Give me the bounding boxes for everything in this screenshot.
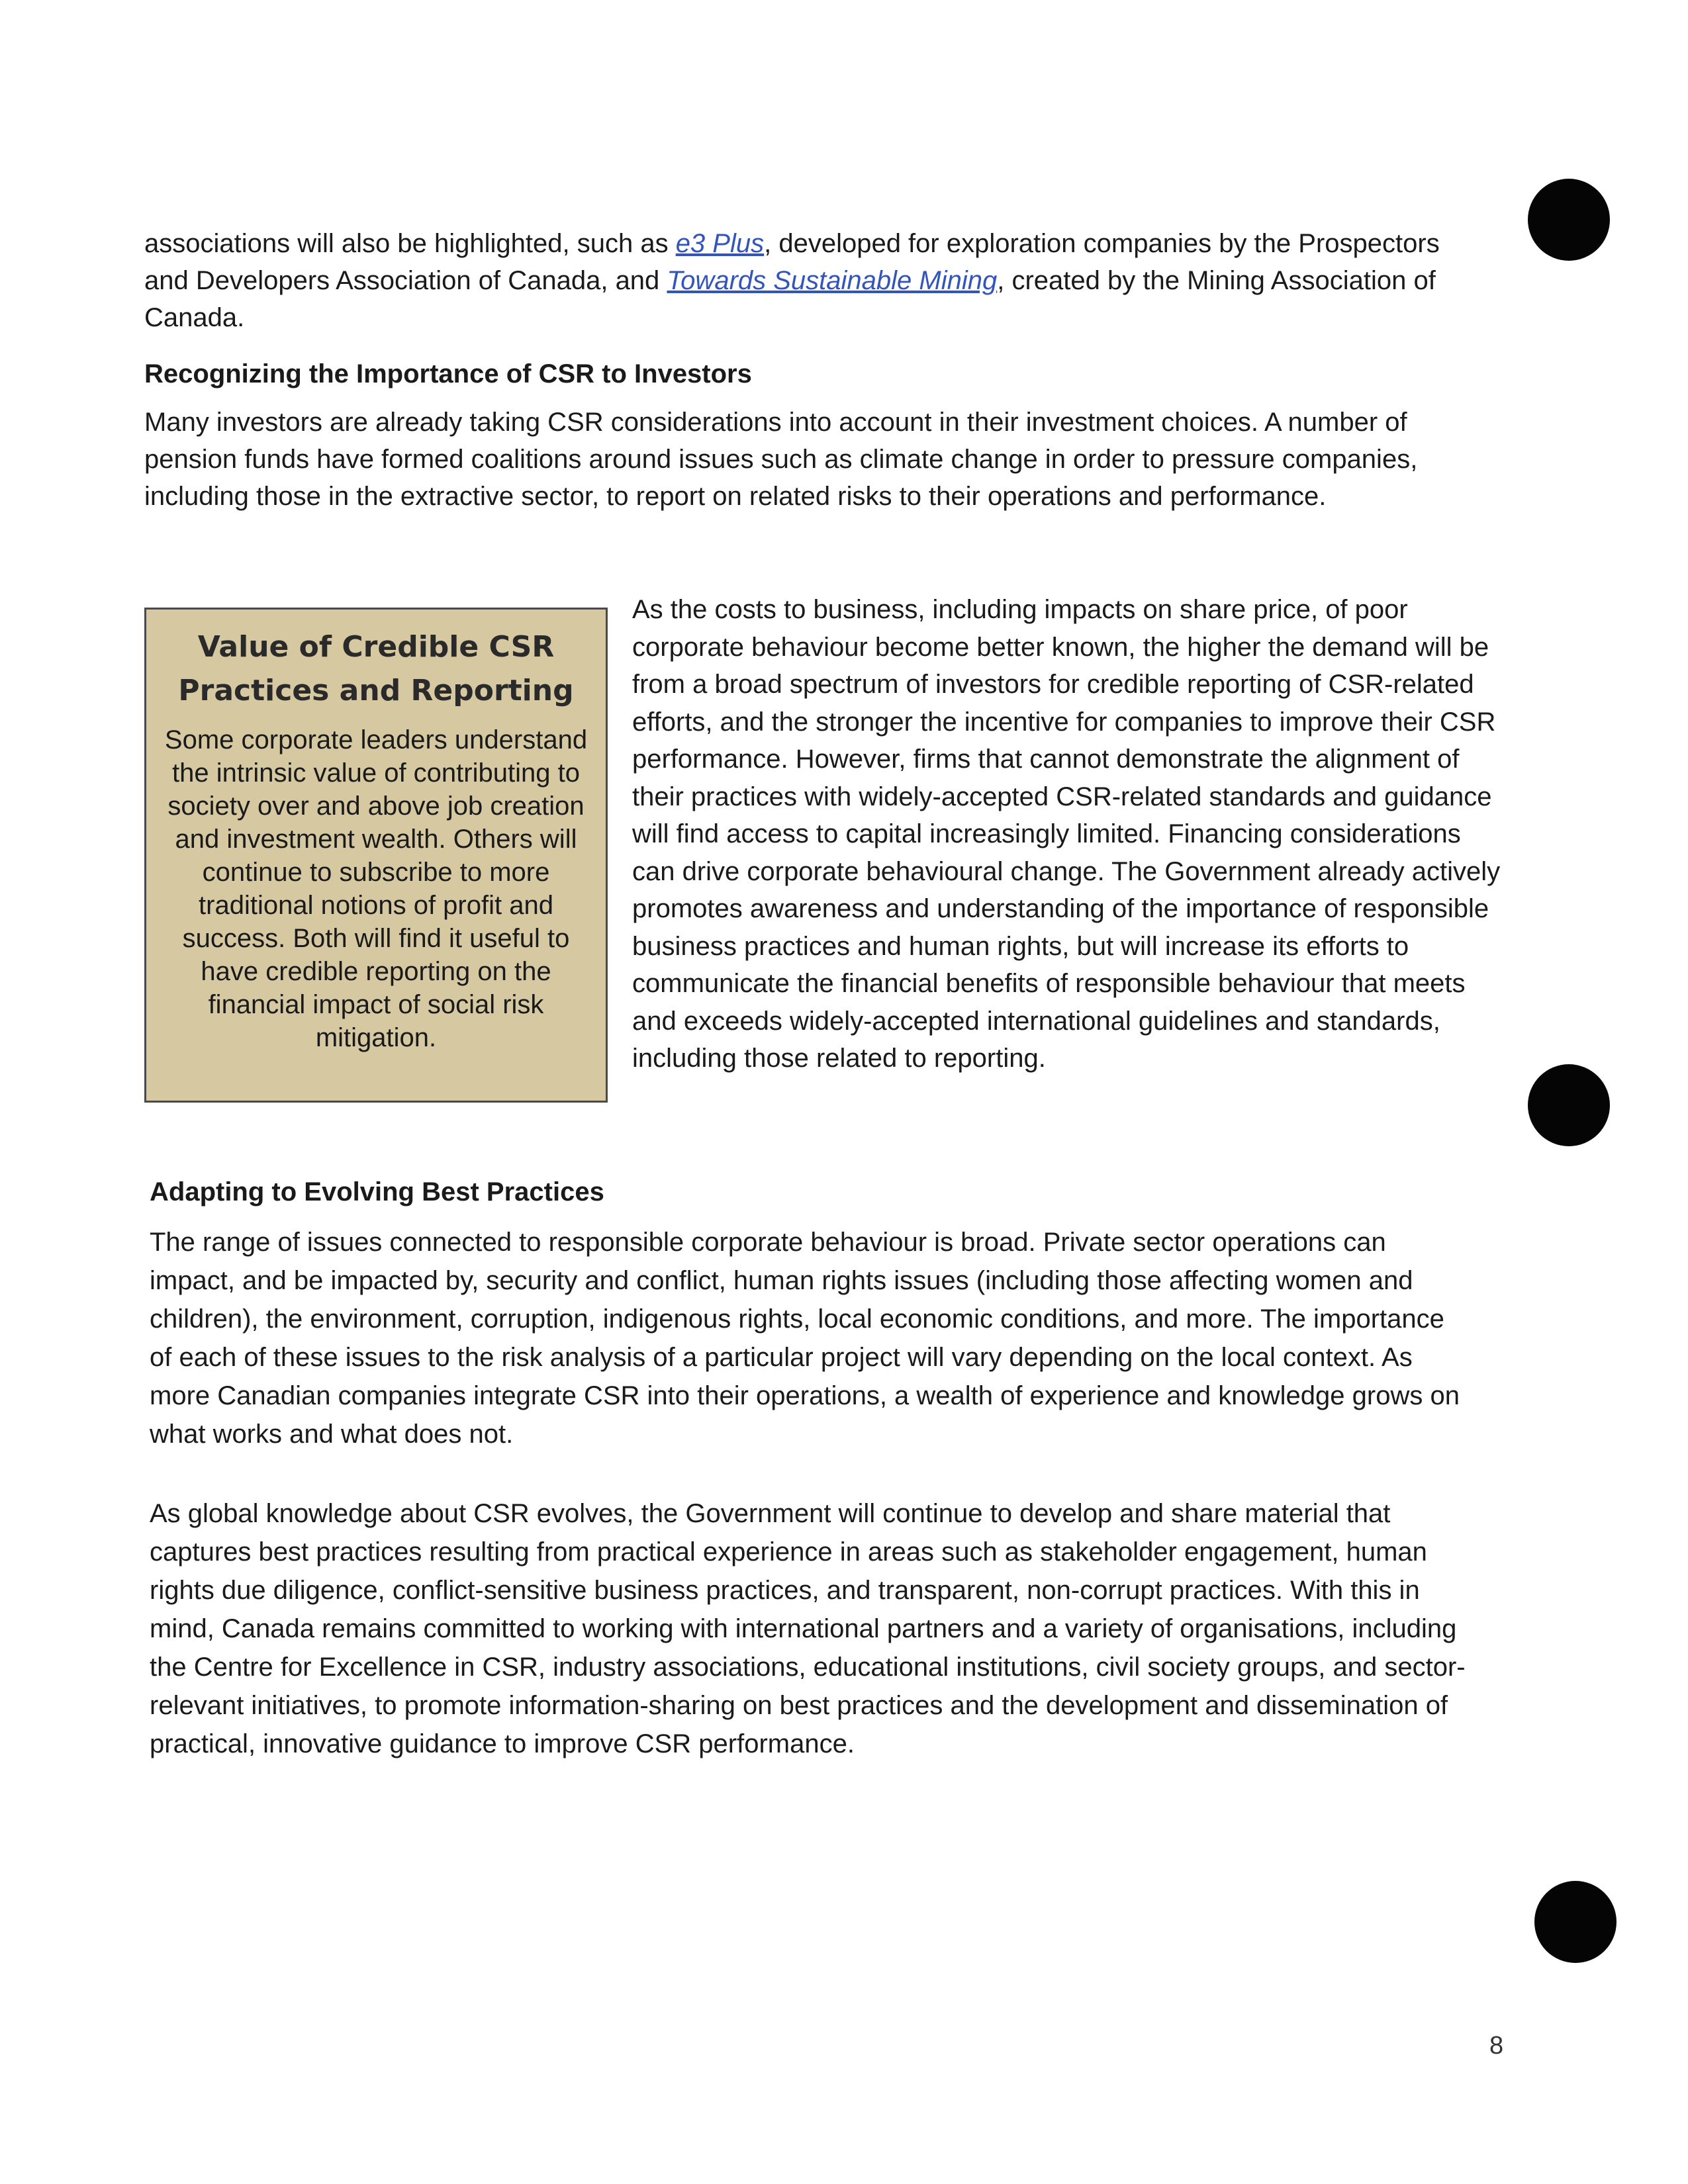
investors-paragraph: Many investors are already taking CSR considerations into account in their investment choices. A number of pension funds have formed coalitions around issues such as climate change in order to pressure companies, including those in the extractive sector, to report on related risks to their operations and performance. — [144, 408, 1418, 511]
page-number: 8 — [1489, 2032, 1504, 2060]
intro-paragraph — [144, 225, 1442, 336]
punch-hole-bottom — [1534, 1881, 1617, 1963]
punch-hole-middle — [1528, 1064, 1610, 1146]
best-practices-paragraph-1: The range of issues connected to responsible corporate behaviour is broad. Private sector operations can impact, and be impacted by, security and conflict, human rights issues (including those affecting women and children), the environment, corruption, indigenous rights, local economic conditions, and more. The importance of each of these issues to the risk analysis of a particular project will vary depending on the local context. As more Canadian companies integrate CSR into their operations, a wealth of experience and knowledge grows on what works and what does not. — [150, 1228, 1460, 1449]
best-practices-paragraph-2: As global knowledge about CSR evolves, the Government will continue to develop and share material that captures best practices resulting from practical experience in areas such as stakeholder engagement, human rights due diligence, conflict-sensitive business practices, and transparent, non-corrupt practices. With this in mind, Canada remains committed to working with international partners and a variety of organisations, including the Centre for Excellence in CSR, industry associations, educational institutions, civil society groups, and sector-relevant initiatives, to promote information-sharing on best practices and the development and dissemination of practical, innovative guidance to improve CSR performance. — [150, 1499, 1466, 1758]
callout-title: Value of Credible CSR Practices and Reporting — [178, 630, 574, 707]
intro-text-middle: , developed for exploration companies by the Prospectors and Developers Association of Canada, and — [144, 229, 1440, 295]
towards-sustainable-mining-link[interactable]: Towards Sustainable Mining — [667, 266, 998, 295]
section-heading-investors: Recognizing the Importance of CSR to Investors — [144, 359, 752, 388]
section-heading-best-practices: Adapting to Evolving Best Practices — [150, 1177, 604, 1206]
csr-callout-box — [144, 608, 608, 1103]
intro-text-end: , created by the Mining Association of Canada. — [144, 266, 1436, 332]
e3-plus-link[interactable]: e3 Plus — [675, 229, 765, 258]
investors-column-text: As the costs to business, including impacts on share price, of poor corporate behaviour become better known, the higher the demand will be from a broad spectrum of investors for credible reporting of CSR-related efforts, and the stronger the incentive for companies to improve their CSR performance. However, firms that cannot demonstrate the alignment of their practices with widely-accepted CSR-related standards and guidance will find access to capital increasingly limited. Financing considerations can drive corporate behavioural change. The Government already actively promotes awareness and understanding of the importance of responsible business practices and human rights, but will increase its efforts to communicate the financial benefits of responsible behaviour that meets and exceeds widely-accepted international guidelines and standards, including those related to reporting. — [632, 595, 1501, 1073]
callout-body: Some corporate leaders understand the intrinsic value of contributing to society over and above job creation and investment wealth. Others will continue to subscribe to more traditional notions of profit and success. Both will find it useful to have credible reporting on the financial impact of social risk mitigation. — [164, 725, 588, 1052]
intro-text-start: associations will also be highlighted, such as — [144, 229, 676, 258]
punch-hole-top — [1528, 179, 1610, 261]
